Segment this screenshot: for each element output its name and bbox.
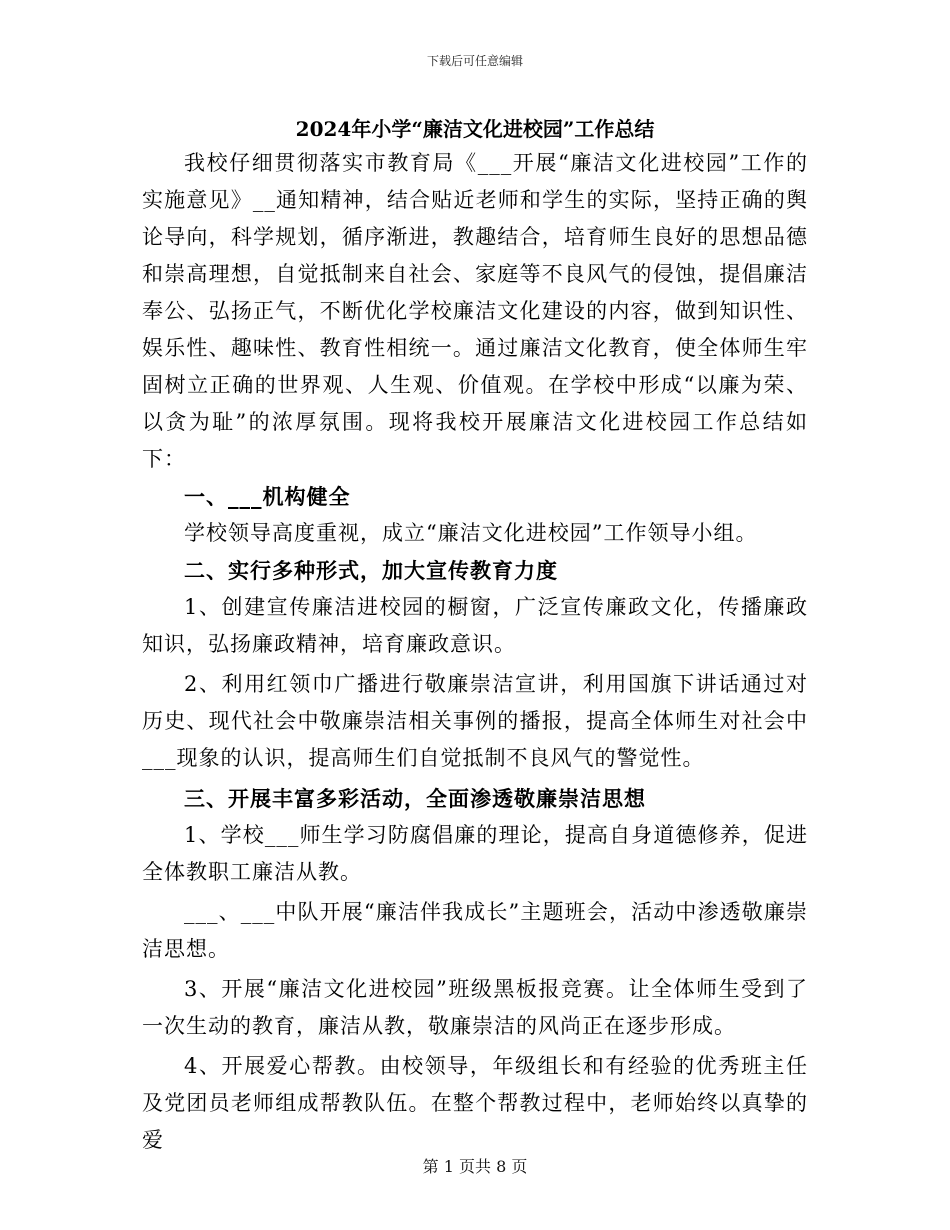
section-heading-2: 二、实行多种形式，加大宣传教育力度 xyxy=(184,558,558,583)
header-note: 下载后可任意编辑 xyxy=(426,54,523,68)
paragraph-item-2-broadcast: 2、利用红领巾广播进行敬廉崇洁宣讲，利用国旗下讲话通过对历史、现代社会中敬廉崇洁相关事例的播报，提高全体师生对社会中___现象的认识，提高师生们自觉抵制不良风气的警觉性。 xyxy=(142,672,808,770)
section-heading-1: 一、___机构健全 xyxy=(184,484,351,509)
intro-paragraph: 我校仔细贯彻落实市教育局《___开展“廉洁文化进校园”工作的实施意见》__通知精神，结合贴近老师和学生的实际，坚持正确的舆论导向，科学规划，循序渐进，教趣结合，培育师生良好的思想品德和崇高理想，自觉抵制来自社会、家庭等不良风气的侵蚀，提倡廉洁奉公、弘扬正气，不断优化学校廉洁文化建设的内容，做到知识性、娱乐性、趣味性、教育性相统一。通过廉洁文化教育，使全体师生牢固树立正确的世界观、人生观、价值观。在学校中形成“以廉为荣、以贪为耻”的浓厚氛围。现将我校开展廉洁文化进校园工作总结如下： xyxy=(142,151,808,471)
section-heading-3: 三、开展丰富多彩活动，全面渗透敬廉崇洁思想 xyxy=(184,786,646,811)
paragraph-item-1-study: 1、学校___师生学习防腐倡廉的理论，提高自身道德修养，促进全体教职工廉洁从教。 xyxy=(142,823,808,884)
paragraph-item-2-class-meeting: ___、___中队开展“廉洁伴我成长”主题班会，活动中渗透敬廉崇洁思想。 xyxy=(142,900,808,961)
document-title: 2024年小学“廉洁文化进校园”工作总结 xyxy=(295,117,655,141)
paragraph-leadership: 学校领导高度重视，成立“廉洁文化进校园”工作领导小组。 xyxy=(184,521,758,545)
paragraph-item-1-window: 1、创建宣传廉洁进校园的橱窗，广泛宣传廉政文化，传播廉政知识，弘扬廉政精神，培育廉政意识。 xyxy=(142,595,808,656)
page-footer: 第 1 页共 8 页 xyxy=(422,1157,528,1176)
paragraph-item-3-blackboard: 3、开展“廉洁文化进校园”班级黑板报竞赛。让全体师生受到了一次生动的教育，廉洁从教，敬廉崇洁的风尚正在逐步形成。 xyxy=(142,977,808,1038)
document-body xyxy=(142,145,808,1159)
paragraph-item-4-mentoring: 4、开展爱心帮教。由校领导，年级组长和有经验的优秀班主任及党团员老师组成帮教队伍。在整个帮教过程中，老师始终以真挚的爱 xyxy=(142,1054,808,1152)
